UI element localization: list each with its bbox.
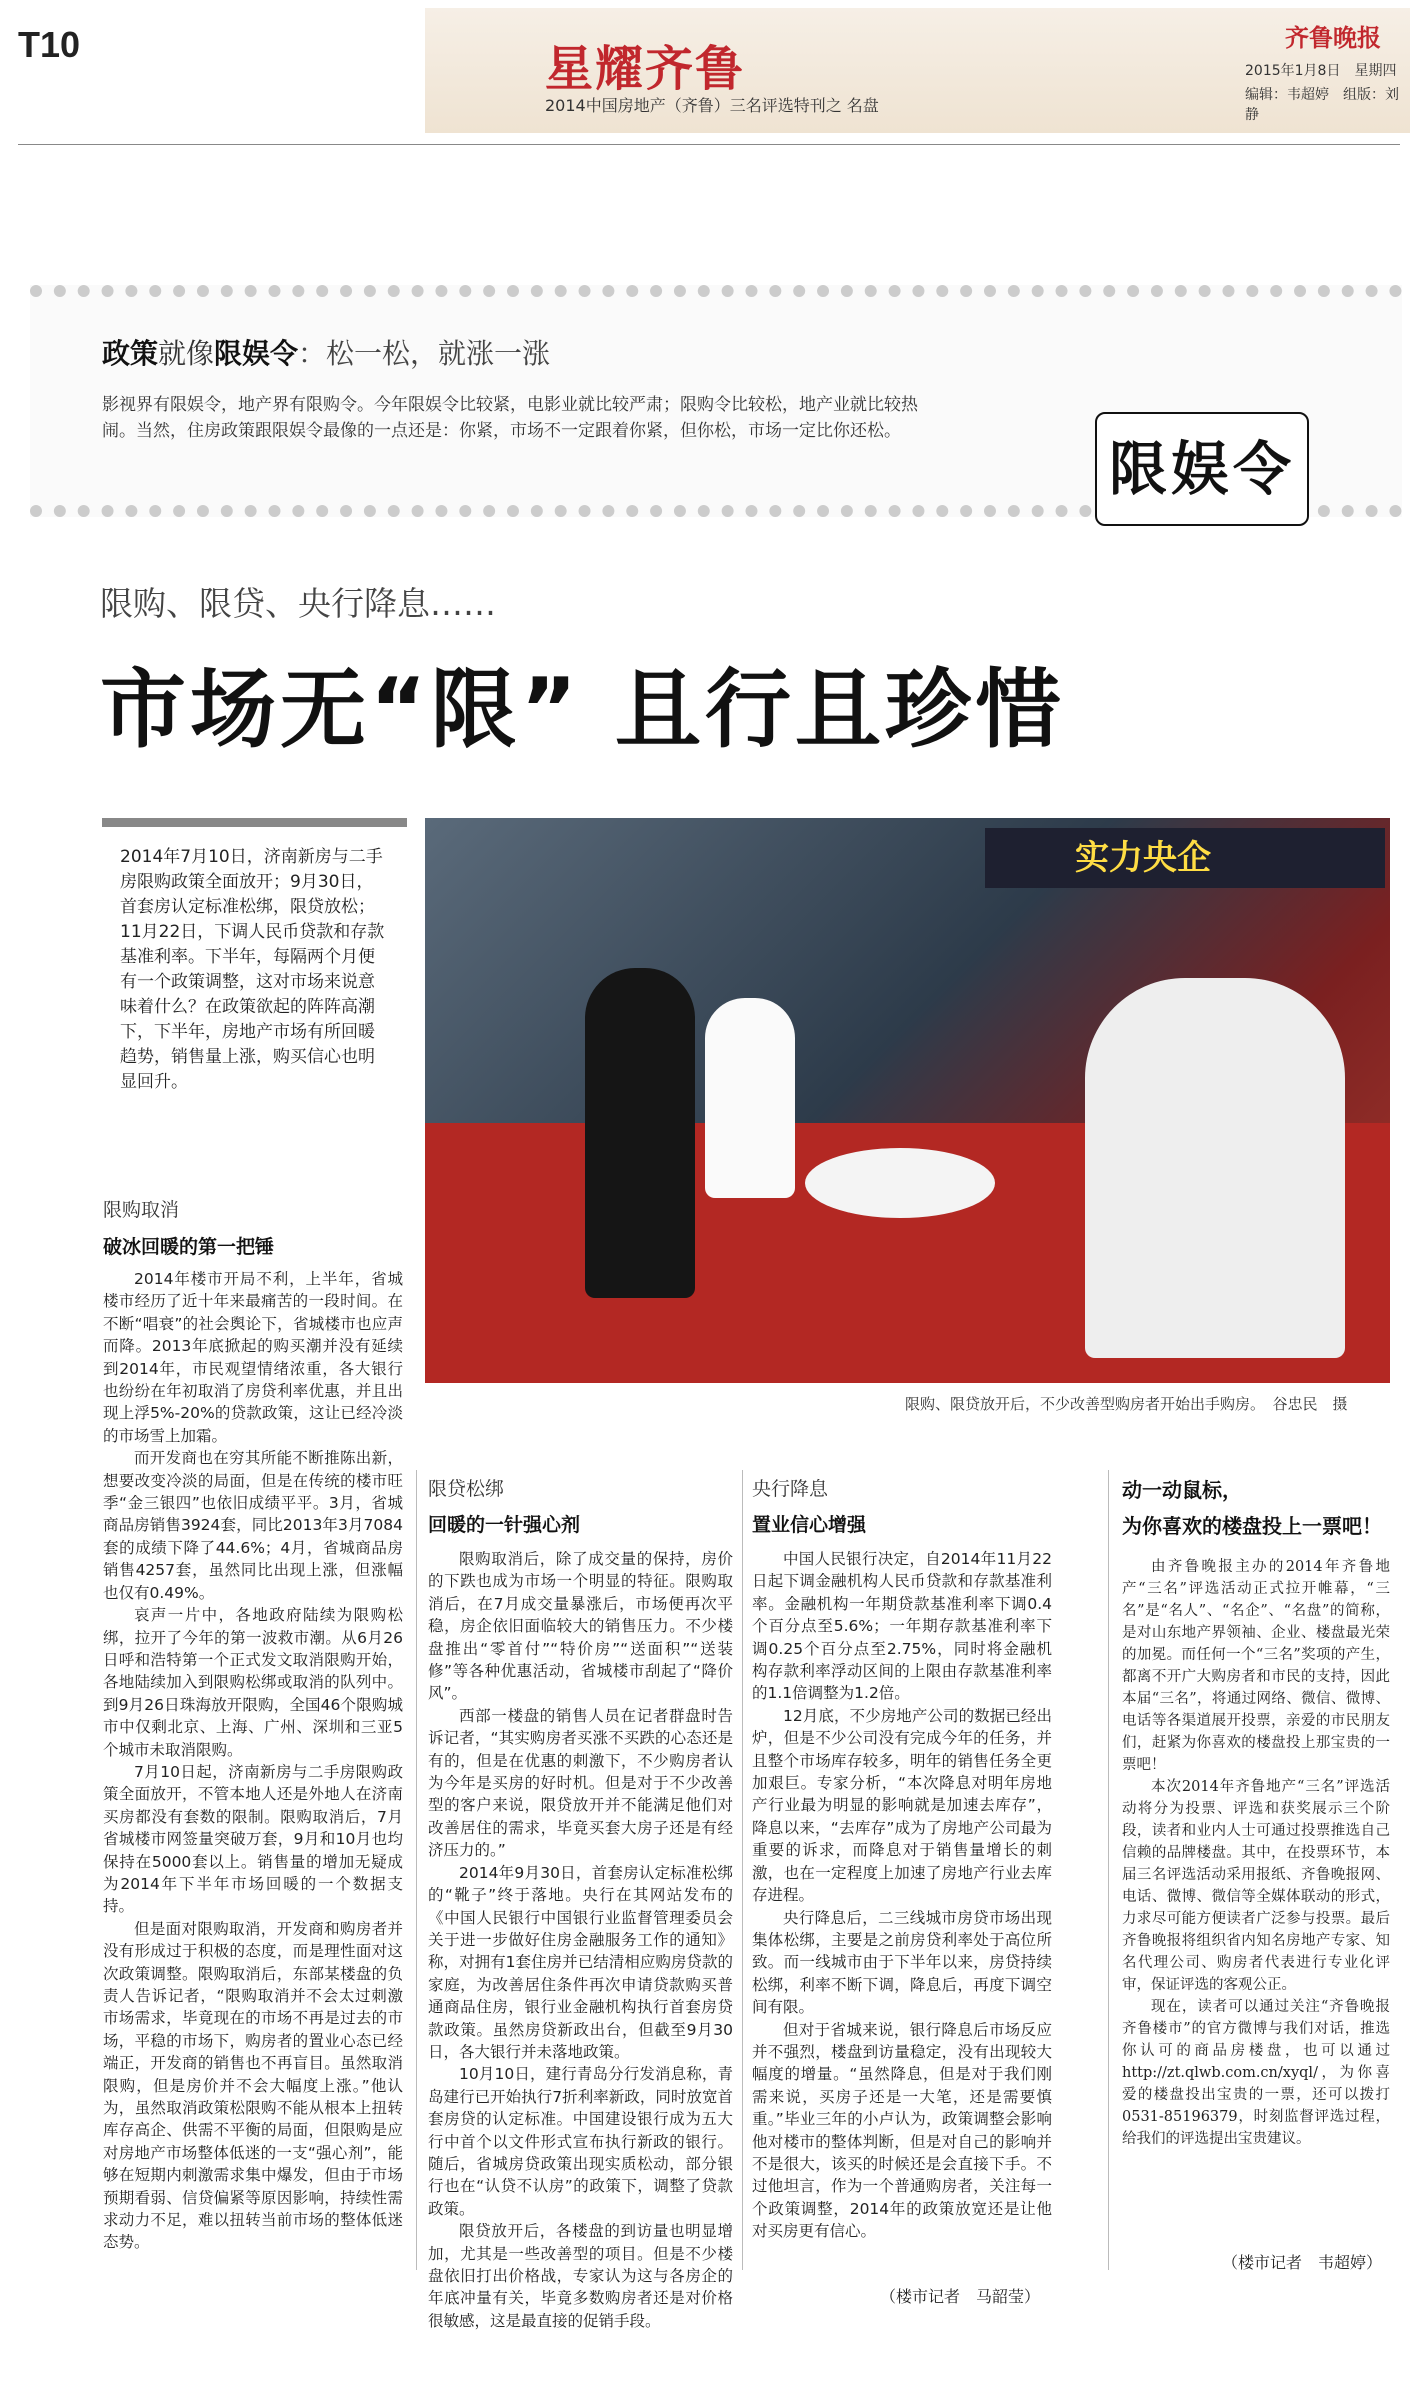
intro-title: [102, 332, 550, 372]
intro-title-part: 政策: [102, 337, 159, 370]
vote-subtitle: 为你喜欢的楼盘投上一票吧！: [1122, 1514, 1382, 1538]
column-divider: [1108, 1470, 1109, 2270]
news-photo: [425, 818, 1390, 1383]
paragraph: 7月10日起，济南新房与二手房限购政策全面放开，不管本地人还是外地人在济南买房都没有套数的限制。限购取消后，7月省城楼市网签量突破万套，9月和10月也均保持在5000套以上。销售量的增加无疑成为2014年下半年市场回暖的一个数据支持。: [103, 1762, 403, 1916]
section-subtitle: 置业信心增强: [752, 1514, 867, 1536]
masthead-subtitle: 2014中国房地产（齐鲁）三名评选特刊之 名盘: [545, 96, 879, 115]
column-3: [752, 1548, 1052, 2268]
article-lead: 2014年7月10日，济南新房与二手房限购政策全面放开；9月30日，首套房认定标准松绑，限贷放松；11月22日，下调人民币贷款和存款基准利率。下半年，每隔两个月便有一个政策调整，这对市场来说意味着什么？在政策欲起的阵阵高潮下，下半年，房地产市场有所回暖趋势，销售量上涨，购买信心也明显回升。: [120, 847, 385, 1092]
paragraph: 12月底，不少房地产公司的数据已经出炉，但是不少公司没有完成今年的任务，并且整个市场库存较多，明年的销售任务全更加艰巨。专家分析，“本次降息对明年房地产行业最为明显的影响就是加速去库存”，降息以来，“去库存”成为了房地产公司最为重要的诉求，而降息对于销售量增长的刺激，也在一定程度上加速了房地产行业去库存进程。: [752, 1706, 1052, 1905]
paragraph: 限贷放开后，各楼盘的到访量也明显增加，尤其是一些改善型的项目。但是不少楼盘依旧打出价格战，专家认为这与各房企的年底冲量有关，毕竟多数购房者还是对价格很敏感，这是最直接的促销手段。: [428, 2222, 733, 2330]
paragraph: 西部一楼盘的销售人员在记者群盘时告诉记者，“其实购房者买涨不买跌的心态还是有的，但是在优惠的刺激下，不少购房者认为今年是买房的好时机。但是对于不少改善型的客户来说，限贷放开并不能满足他们对改善居住的需求，毕竟买套大房子还是有经济压力的。”: [428, 1706, 733, 1860]
paragraph: 限购取消后，除了成交量的保持，房价的下跌也成为市场一个明显的特征。限购取消后，在7月成交量暴涨后，市场便再次平稳，房企依旧面临较大的销售压力。不少楼盘推出“零首付”“特价房”“送面积”“送装修”等各种优惠活动，省城楼市刮起了“降价风”。: [428, 1550, 733, 1703]
paragraph: 2014年楼市开局不利，上半年，省城楼市经历了近十年来最痛苦的一段时间。在不断“唱衰”的社会舆论下，省城楼市也应声而降。2013年底掀起的购买潮并没有延续到2014年，市民观望情绪浓重，各大银行也纷纷在年初取消了房贷利率优惠，并且出现上浮5%-20%的贷款政策，这让已经冷淡的市场雪上加霜。: [103, 1270, 403, 1445]
editor-credits: 编辑：韦超婷 组版：刘静: [1245, 87, 1399, 123]
intro-title-part: ：松一松，就涨一涨: [298, 337, 551, 370]
paragraph: 而开发商也在穷其所能不断推陈出新，想要改变冷淡的局面，但是在传统的楼市旺季“金三银四”也依旧成绩平平。3月，省城商品房销售3924套，同比2013年3月7084套的成绩下降了44.6%；4月，省城商品房销售4257套，虽然同比出现上涨，但涨幅也仅有0.49%。: [103, 1449, 403, 1602]
section-title: 限购取消: [103, 1199, 180, 1221]
photo-caption: 限购、限贷放开后，不少改善型购房者开始出手购房。 谷忠民 摄: [905, 1395, 1348, 1413]
photo-table: [805, 1148, 995, 1218]
paragraph: 2014年9月30日，首套房认定标准松绑的“靴子”终于落地。央行在其网站发布的《中国人民银行中国银行业监督管理委员会关于进一步做好住房金融服务工作的通知》称，对拥有1套住房并已结清相应购房贷款的家庭，为改善居住条件再次申请贷款购买普通商品住房，银行业金融机构执行首套房贷款政策。虽然房贷新政出台，但截至9月30日，各大银行并未落地政策。: [428, 1863, 733, 2061]
intro-title-part: 就像: [158, 337, 215, 370]
paragraph: 由齐鲁晚报主办的2014年齐鲁地产“三名”评选活动正式拉开帷幕，“三名”是“名人”、“名企”、“名盘”的简称，是对山东地产界领袖、企业、楼盘最光荣的加冕。而任何一个“三名”奖项的产生，都离不开广大购房者和市民的支持，因此本届“三名”，将通过网络、微信、微博、电话等各渠道展开投票，亲爱的市民朋友们，赶紧为你喜欢的楼盘投上那宝贵的一票吧！: [1122, 1559, 1390, 1773]
section-title: 央行降息: [752, 1478, 829, 1500]
paragraph: 但对于省城来说，银行降息后市场反应并不强烈，楼盘到访量稳定，没有出现较大幅度的增量。“虽然降息，但是对于我们刚需来说，买房子还是一大笔，还是需要慎重。”毕业三年的小卢认为，政策调整会影响他对楼市的整体判断，但是对自己的影响并不是很大，该买的时候还是会直接下手。不过他坦言，作为一个普通购房者，关注每一个政策调整，2014年的政策放宽还是让他对买房更有信心。: [752, 2020, 1052, 2241]
header-divider: [18, 144, 1400, 145]
photo-banner: 实力央企: [985, 828, 1385, 888]
section-subtitle: 回暖的一针强心剂: [428, 1514, 581, 1536]
column-4: [1122, 1556, 1390, 2246]
page-number: T10: [18, 24, 81, 65]
paper-logo: 齐鲁晚报: [1285, 23, 1381, 52]
intro-text: 影视界有限娱令，地产界有限购令。今年限娱令比较紧，电影业就比较严肃；限购令比较松，地产业就比较热闹。当然，住房政策跟限娱令最像的一点还是：你紧，市场不一定跟着你紧，但你松，市场一定比你还松。: [102, 395, 918, 441]
paragraph: 但是面对限购取消，开发商和购房者并没有形成过于积极的态度，而是理性面对这次政策调整。限购取消后，东部某楼盘的负责人告诉记者，“限购取消并不会太过刺激市场需求，毕竟现在的市场不再是过去的市场，平稳的市场下，购房者的置业心态已经端正，开发商的销售也不再盲目。虽然取消限购，但是房价并不会大幅度上涨。”他认为，虽然取消政策松限购不能从根本上扭转库存高企、供需不平衡的局面，但限购是应对房地产市场整体低迷的一支“强心剂”，能够在短期内刺激需求集中爆发，但由于市场预期看弱、信贷偏紧等原因影响，持续性需求动力不足，难以扭转当前市场的整体低迷态势。: [103, 1919, 403, 2252]
paragraph: 中国人民银行决定，自2014年11月22日起下调金融机构人民币贷款和存款基准利率。金融机构一年期贷款基准利率下调0.4个百分点至5.6%；一年期存款基准利率下调0.25个百分点至2.75%，同时将金融机构存款利率浮动区间的上限由存款基准利率的1.1倍调整为1.2倍。: [752, 1550, 1052, 1703]
section-title: 限贷松绑: [428, 1478, 505, 1500]
column-divider: [742, 1470, 743, 2270]
photo-person: [585, 968, 695, 1298]
byline: （楼市记者 韦超婷）: [1222, 2253, 1383, 2272]
paragraph: 本次2014年齐鲁地产“三名”评选活动将分为投票、评选和获奖展示三个阶段，读者和业内人士可通过投票推选自己信赖的品牌楼盘。其中，在投票环节，本届三名评选活动采用报纸、齐鲁晚报网、电话、微博、微信等全媒体联动的形式，力求尽可能方便读者广泛参与投票。最后齐鲁晚报将组织省内知名房地产专家、知名代理公司、购房者代表进行专业化评审，保证评选的客观公正。: [1122, 1779, 1390, 1993]
issue-date: 2015年1月8日 星期四: [1245, 63, 1397, 79]
xianyu-badge: 限娱令: [1095, 412, 1309, 526]
byline: （楼市记者 马韶莹）: [880, 2287, 1041, 2306]
lead-bar: [102, 818, 407, 827]
article-kicker: 限购、限贷、央行降息……: [100, 584, 496, 623]
paragraph: 现在，读者可以通过关注“齐鲁晚报齐鲁楼市”的官方微博与我们对话，推选你认可的商品房楼盘，也可以通过http://zt.qlwb.com.cn/xyql/，为你喜爱的楼盘投出宝贵的一票，还可以拨打0531-85196379，时刻监督评选过程，给我们的评选提出宝贵建议。: [1122, 1999, 1390, 2147]
masthead-title: 星耀齐鲁: [545, 41, 746, 97]
paragraph: 10月10日，建行青岛分行发消息称，青岛建行已开始执行7折利率新政，同时放宽首套房贷的认定标准。中国建设银行成为五大行中首个以文件形式宣布执行新政的银行。随后，省城房贷政策出现实质松动，部分银行也在“认贷不认房”的政策下，调整了贷款政策。: [428, 2065, 733, 2218]
photo-person: [1085, 978, 1345, 1358]
intro-title-part: 限娱令: [214, 337, 299, 370]
column-divider: [416, 1470, 417, 2270]
column-2: [428, 1548, 733, 2330]
vote-title: 动一动鼠标，: [1122, 1478, 1242, 1502]
paragraph: 哀声一片中，各地政府陆续为限购松绑，拉开了今年的第一波救市潮。从6月26日呼和浩特第一个正式发文取消限购开始，各地陆续加入到限购松绑或取消的队列中。到9月26日珠海放开限购，全国46个限购城市中仅剩北京、上海、广州、深圳和三亚5个城市未取消限购。: [103, 1606, 403, 1759]
paragraph: 央行降息后，二三线城市房贷市场出现集体松绑，主要是之前房贷利率处于高位所致。而一线城市由于下半年以来，房贷持续松绑，利率不断下调，降息后，再度下调空间有限。: [752, 1908, 1052, 2017]
masthead-banner: [425, 8, 1410, 133]
column-1: [103, 1268, 403, 2268]
section-subtitle: 破冰回暖的第一把锤: [103, 1236, 275, 1258]
photo-person: [705, 998, 795, 1198]
article-headline: 市场无“限” 且行且珍惜: [100, 660, 1065, 760]
